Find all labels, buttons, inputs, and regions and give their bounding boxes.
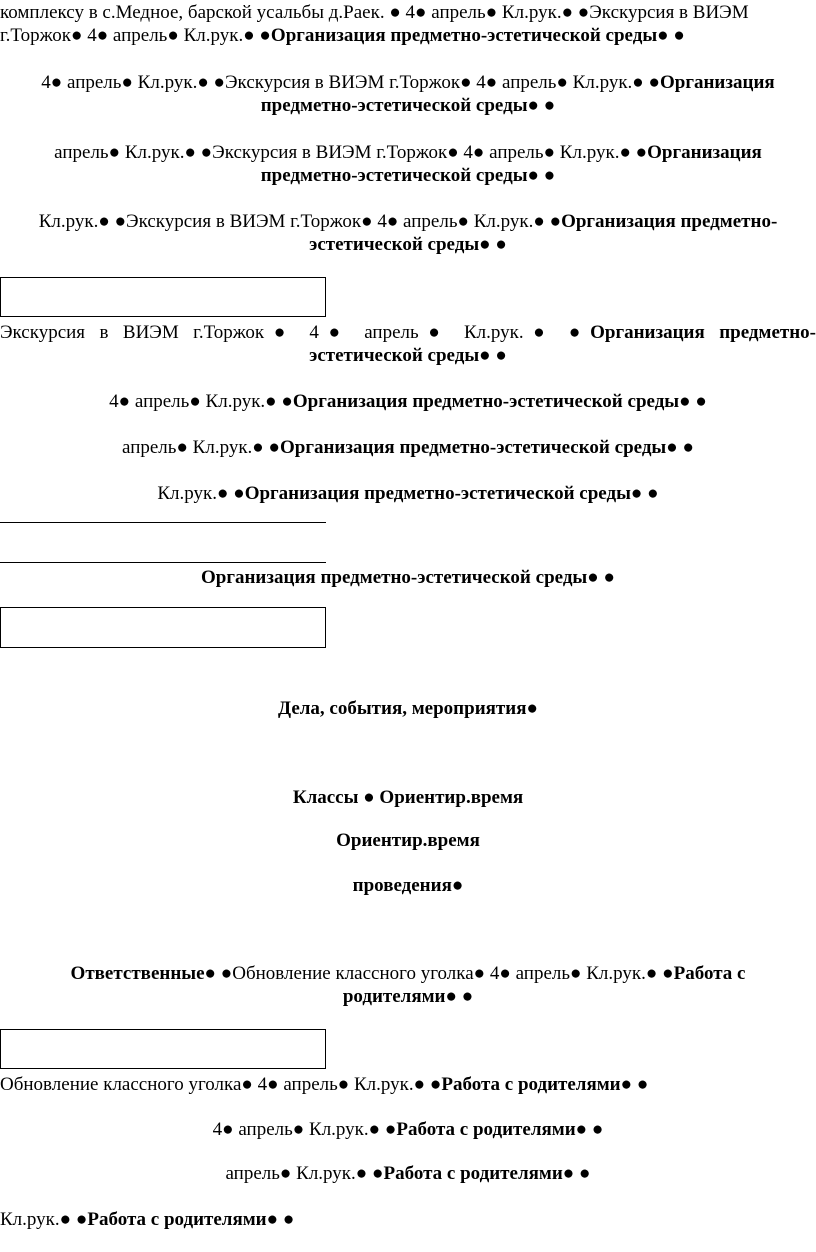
divider-line-1	[0, 522, 326, 523]
paragraph-1-line-1: комплексу в с.Медное, барской усальбы д.Раек. ● 4● апрель● Кл.рук.● ●Экскурсия в ВИЭМ	[0, 2, 749, 23]
paragraph-2-line-2: предметно-эстетической среды● ●	[260, 95, 556, 116]
text-plain: Кл.рук.● ●Экскурсия в ВИЭМ г.Торжок● 4● апрель● Кл.рук.● ●	[38, 211, 562, 232]
paragraph-1	[0, 1, 816, 47]
text-bold: Работа с родителями● ●	[87, 1209, 295, 1230]
text-bold: Организация	[660, 72, 775, 93]
heading-time: Ориентир.время	[336, 830, 480, 851]
paragraph-4-line-2: эстетической среды● ●	[309, 234, 507, 255]
text-plain: Обновление классного уголка● 4● апрель● Кл.рук.● ●	[0, 1074, 442, 1095]
paragraph-9: Организация предметно-эстетической среды● ●	[201, 567, 615, 588]
paragraph-2-line-1	[0, 71, 816, 94]
paragraph-11	[0, 1073, 816, 1096]
text-plain: 4● апрель● Кл.рук.● ●	[212, 1119, 397, 1140]
paragraph-5	[0, 321, 816, 367]
text-bold: Организация предметно-эстетической среды● ●	[292, 391, 707, 412]
paragraph-7	[0, 436, 816, 459]
text-plain: Экскурсия в ВИЭМ г.Торжок● 4● апрель● Кл.рук.● ●	[0, 322, 591, 343]
heading-conducting: проведения●	[352, 875, 464, 896]
paragraph-1-line-2	[0, 24, 816, 47]
divider-line-2	[0, 562, 326, 563]
paragraph-12	[0, 1118, 816, 1141]
text-plain: апрель● Кл.рук.● ●	[225, 1163, 384, 1184]
text-bold: Работа с родителями● ●	[396, 1119, 604, 1140]
paragraph-3	[0, 141, 816, 187]
heading-classes: Классы ● Ориентир.время	[292, 787, 524, 808]
text-plain: Обновление классного уголка● 4● апрель● Кл.рук.● ●	[232, 963, 674, 984]
paragraph-6	[0, 390, 816, 413]
text-plain: г.Торжок● 4● апрель● Кл.рук.● ●	[0, 25, 271, 46]
paragraph-10-line-1	[0, 962, 816, 985]
paragraph-10-line-2: родителями● ●	[342, 986, 474, 1007]
text-plain: апрель● Кл.рук.● ●	[122, 437, 281, 458]
text-plain: 4● апрель● Кл.рук.● ●	[109, 391, 293, 412]
text-bold: Организация	[647, 142, 762, 163]
text-plain: Кл.рук.● ●	[0, 1209, 88, 1230]
paragraph-5-line-1	[0, 321, 816, 344]
paragraph-14	[0, 1208, 816, 1231]
text-bold: Ответственные● ●	[70, 963, 233, 984]
text-bold: Работа с родителями● ●	[441, 1074, 649, 1095]
paragraph-8	[0, 482, 816, 505]
paragraph-5-line-2: эстетической среды● ●	[309, 345, 507, 366]
paragraph-3-line-2: предметно-эстетической среды● ●	[260, 165, 556, 186]
heading-events: Дела, события, мероприятия●	[278, 698, 538, 719]
text-bold: Организация предметно-	[590, 322, 816, 343]
text-bold: Организация предметно-	[561, 211, 778, 232]
text-plain: апрель● Кл.рук.● ●Экскурсия в ВИЭМ г.Торжок● 4● апрель● Кл.рук.● ●	[54, 142, 648, 163]
text-bold: Работа с родителями● ●	[383, 1163, 591, 1184]
paragraph-4-line-1	[0, 210, 816, 233]
paragraph-2	[0, 71, 816, 117]
paragraph-10	[0, 962, 816, 1008]
text-bold: Организация предметно-эстетической среды● ●	[270, 25, 685, 46]
paragraph-3-line-1	[0, 141, 816, 164]
text-plain: Кл.рук.● ●	[157, 483, 245, 504]
form-box-1	[0, 277, 326, 317]
paragraph-4	[0, 210, 816, 256]
form-box-2	[0, 607, 326, 648]
text-bold: Работа с	[673, 963, 746, 984]
text-bold: Организация предметно-эстетической среды● ●	[244, 483, 659, 504]
text-plain: 4● апрель● Кл.рук.● ●Экскурсия в ВИЭМ г.Торжок● 4● апрель● Кл.рук.● ●	[41, 72, 661, 93]
form-box-3	[0, 1029, 326, 1069]
paragraph-13	[0, 1162, 816, 1185]
text-bold: Организация предметно-эстетической среды● ●	[280, 437, 694, 458]
